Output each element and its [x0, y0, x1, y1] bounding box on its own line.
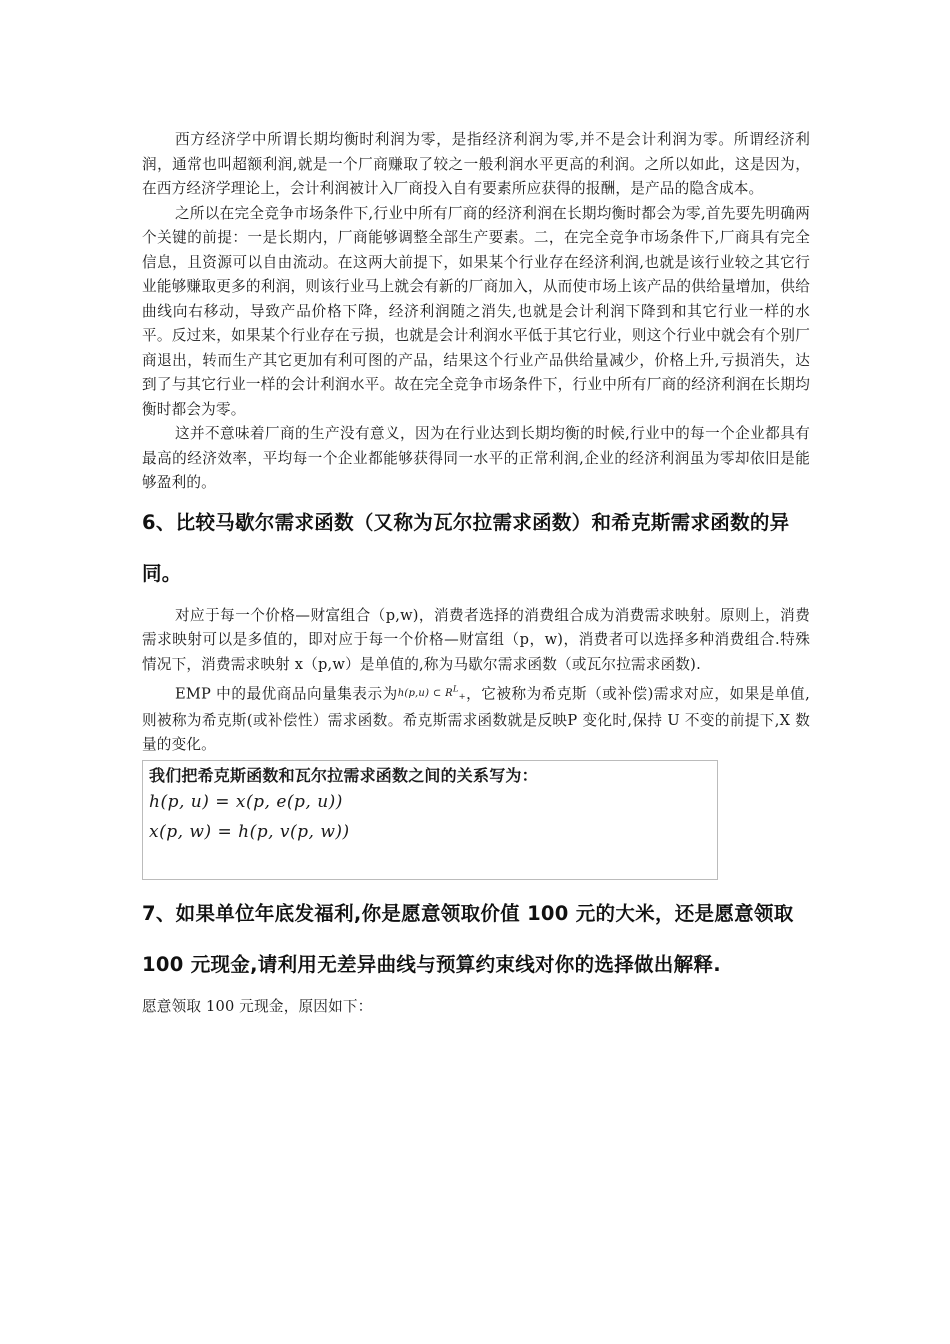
paragraph-6b-before: EMP 中的最优商品向量集表示为 — [175, 685, 398, 703]
formula-hicks: h(p, u) = x(p, e(p, u)) — [149, 791, 343, 812]
hicks-set-notation — [397, 684, 466, 702]
document-page — [142, 128, 810, 1019]
hicks-set-sub: + — [458, 691, 466, 702]
paragraph-3: 这并不意味着厂商的生产没有意义，因为在行业达到长期均衡的时候,行业中的每一个企业都具有最高的经济效率，平均每一个企业都能够获得同一水平的正常利润,企业的经济利润虽为零却依旧是能够盈利的。 — [142, 425, 810, 491]
paragraph-2: 之所以在完全竞争市场条件下,行业中所有厂商的经济利润在长期均衡时都会为零,首先要先明确两个关键的前提：一是长期内，厂商能够调整全部生产要素。二，在完全竞争市场条件下,厂商具有完全信息，且资源可以自由流动。在这两大前提下，如果某个行业存在经济利润,也就是该行业较之其它行业能够赚取更多的利润，则该行业马上就会有新的厂商加入，从而使市场上该产品的供给量增加，供给曲线向右移动，导致产品价格下降，经济利润随之消失,也就是会计利润下降到和其它行业一样的水平。反过来，如果某个行业存在亏损，也就是会计利润水平低于其它行业，则这个行业中就会有个别厂商退出，转而生产其它更加有利可图的产品，结果这个行业产品供给量减少，价格上升,亏损消失，达到了与其它行业一样的会计利润水平。故在完全竞争市场条件下，行业中所有厂商的经济利润在长期均衡时都会为零。 — [142, 204, 810, 418]
formula-image — [142, 760, 718, 880]
paragraph-6b-after: ，它被称为希克斯（或补偿)需求对应，如果是单值,则被称为希克斯(或补偿性）需求函数。希克斯需求函数就是反映P 变化时,保持 U 不变的前提下,X 数量的变化。 — [142, 685, 810, 754]
hicks-set-math: h(p,u) ⊂ R — [397, 688, 453, 700]
question-6-heading: 6、比较马歇尔需求函数（又称为瓦尔拉需求函数）和希克斯需求函数的异同。 — [142, 510, 790, 585]
paragraph-7: 愿意领取 100 元现金，原因如下： — [142, 997, 373, 1015]
formula-title: 我们把希克斯函数和瓦尔拉需求函数之间的关系写为： — [149, 765, 538, 785]
paragraph-6a: 对应于每一个价格—财富组合（p,w)，消费者选择的消费组合成为消费需求映射。原则上，消费需求映射可以是多值的，即对应于每一个价格—财富组（p，w)，消费者可以选择多种消费组合.特殊情况下，消费需求映射 x（p,w）是单值的,称为马歇尔需求函数（或瓦尔拉需求函数). — [142, 606, 810, 673]
paragraph-6b — [142, 677, 810, 758]
formula-walras: x(p, w) = h(p, v(p, w)) — [149, 821, 350, 842]
question-7-heading: 7、如果单位年底发福利,你是愿意领取价值 100 元的大米，还是愿意领取 100 元现金,请利用无差异曲线与预算约束线对你的选择做出解释. — [142, 901, 794, 976]
paragraph-1: 西方经济学中所谓长期均衡时利润为零，是指经济利润为零,并不是会计利润为零。所谓经济利润，通常也叫超额利润,就是一个厂商赚取了较之一般利润水平更高的利润。之所以如此，这是因为，在西方经济学理论上，会计利润被计入厂商投入自有要素所应获得的报酬，是产品的隐含成本。 — [142, 131, 810, 197]
hicks-set-sup: L — [452, 684, 459, 694]
